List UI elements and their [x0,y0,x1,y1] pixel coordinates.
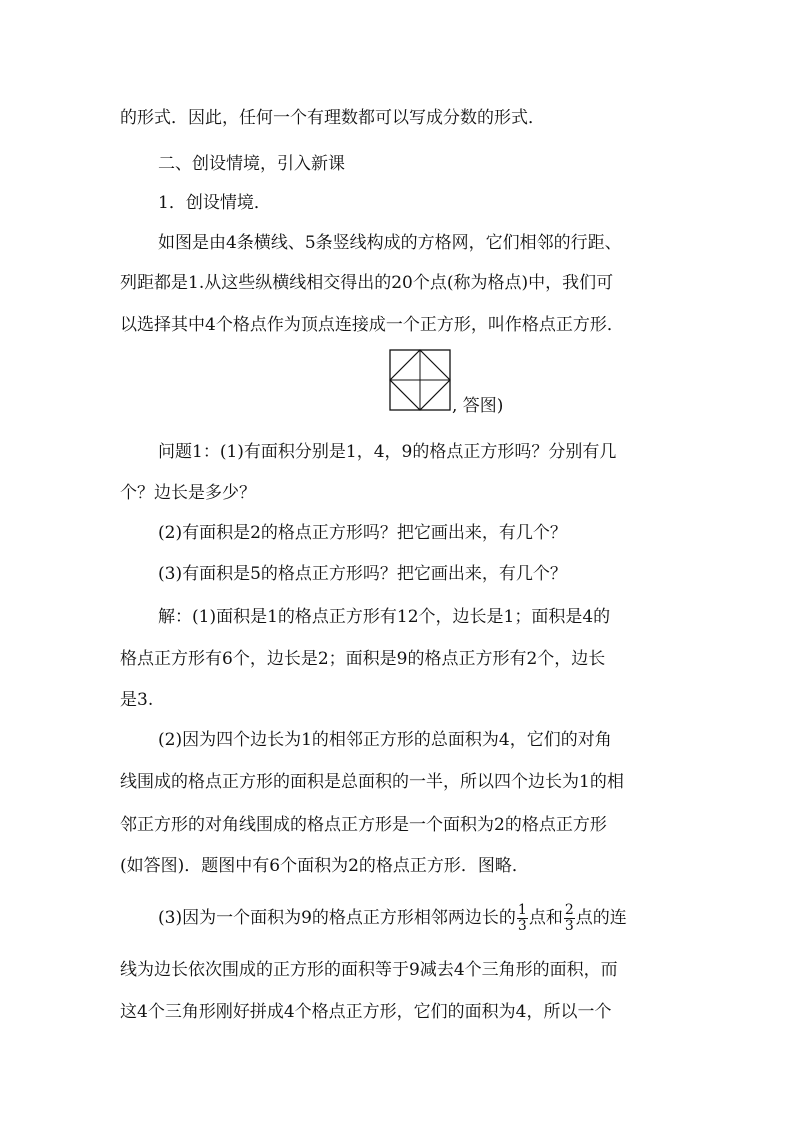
section-heading: 二、创设情境，引入新课 [158,154,345,174]
text-line: 问题1：(1)有面积分别是1，4，9的格点正方形吗？分别有几 [158,442,617,462]
fraction-denominator: 3 [517,918,527,934]
text-line: 格点正方形有6个，边长是2；面积是9的格点正方形有2个，边长 [120,649,606,669]
text-line: 这4个三角形刚好拼成4个格点正方形，它们的面积为4，所以一个 [120,1002,612,1022]
text-line: (2)因为四个边长为1的相邻正方形的总面积为4，它们的对角 [158,730,612,750]
text-fragment: 点的连 [575,908,627,928]
text-line: (2)有面积是2的格点正方形吗？把它画出来，有几个？ [158,523,567,543]
fraction-denominator: 3 [564,918,574,934]
figure-caption: , 答图) [452,396,504,416]
text-fragment: (3)因为一个面积为9的格点正方形相邻两边长的 [158,908,516,928]
text-line: 线围成的格点正方形的面积是总面积的一半，所以四个边长为1的相 [120,772,624,792]
text-line: 线为边长依次围成的正方形的面积等于9减去4个三角形的面积，而 [120,960,618,980]
fraction-numerator: 2 [564,902,574,918]
text-line: 如图是由4条横线、5条竖线构成的方格网，它们相邻的行距、 [158,233,622,253]
fraction-two-thirds [564,903,575,934]
text-line-with-fractions [158,903,627,934]
text-line: 的形式．因此，任何一个有理数都可以写成分数的形式． [120,108,545,128]
text-line: 邻正方形的对角线围成的格点正方形是一个面积为2的格点正方形 [120,815,607,835]
text-line: 列距都是1.从这些纵横线相交得出的20个点(称为格点)中，我们可 [120,273,614,293]
text-line: (3)有面积是5的格点正方形吗？把它画出来，有几个？ [158,564,567,584]
grid-square-figure [389,349,451,411]
text-fragment: 点和 [528,908,563,928]
text-line: 个？边长是多少？ [120,483,256,503]
subsection-heading: 1．创设情境． [158,193,271,213]
fraction-numerator: 1 [517,902,527,918]
text-line: 是3. [120,690,154,710]
text-line: (如答图)．题图中有6个面积为2的格点正方形．图略． [120,856,529,876]
fraction-one-third [517,903,528,934]
text-line: 以选择其中4个格点作为顶点连接成一个正方形，叫作格点正方形． [120,315,624,335]
text-line: 解：(1)面积是1的格点正方形有12个，边长是1；面积是4的 [158,607,611,627]
